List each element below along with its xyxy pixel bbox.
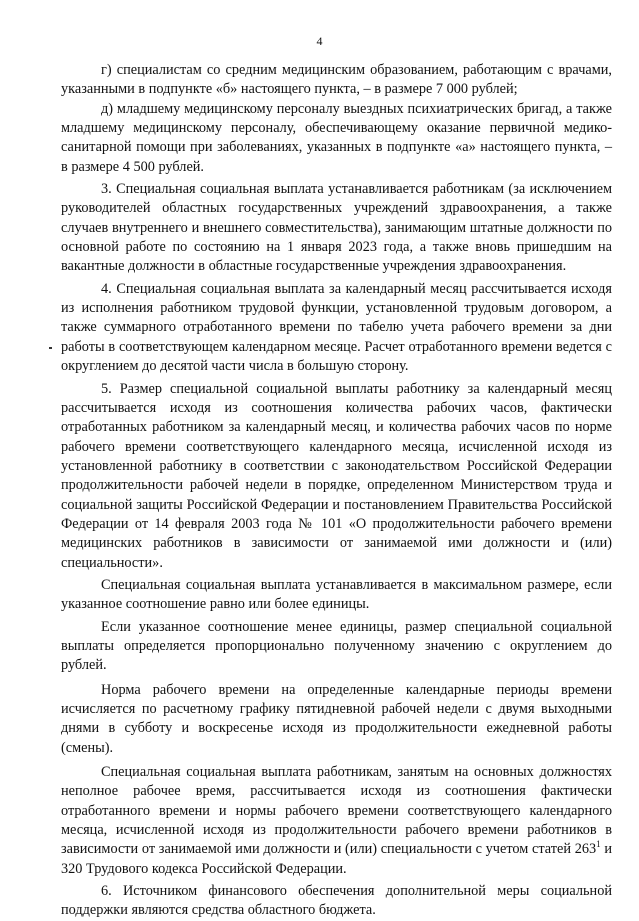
paragraph-clause-6: 6. Источником финансового обеспечения дополнительной меры социальной поддержки являются средства областного бюджета. — [61, 883, 612, 919]
paragraph-clause-3: 3. Специальная социальная выплата устанавливается работникам (за исключением руководителей областных государственных учреждений здравоохранения, а также случаев внутреннего и внешнего совместительства), занимающим штатные должности по основной работе по состоянию на 1 января 2023 года, а также вновь пришедшим на вакантные должности в областные государственные учреждения здравоохранения. — [61, 181, 612, 275]
paragraph-part-time — [61, 763, 612, 879]
paragraph-work-norm: Норма рабочего времени на определенные календарные периоды времени исчисляется по расчетному графику пятидневной рабочей недели с двумя выходными днями в субботу и воскресенье исходя из продолжительности ежедневной работы (смены). — [61, 681, 612, 756]
paragraph-clause-5: 5. Размер специальной социальной выплаты работнику за календарный месяц рассчитывается исходя из соотношения количества рабочих часов, фактически отработанных работником за календарный месяц, и количества рабочих часов по норме рабочего времени соответствующего календарного месяца, исчисленной исходя из установленной работнику в соответствии с законодательством Российской Федерации продолжительности рабочей недели в порядке, определенном Министерством труда и социальной защиты Российской Федерации и постановлением Правительства Российской Федерации от 14 февраля 2003 года № 101 «О продолжительности рабочего времени медицинских работников в зависимости от занимаемой ими должности и (или) специальности». — [61, 380, 612, 571]
page-number: 4 — [316, 34, 323, 48]
part-time-text: Специальная социальная выплата работникам, занятым на основных должностях неполное рабочее время, рассчитывается исходя из соотношения фактически отработанного времени и нормы рабочего времени соответствующего календарного месяца, исчисленной исходя из продолжительности рабочего времени работников в зависимости от занимаемой ими должности и (или) специальности с учетом статей 263 — [61, 764, 612, 858]
article-superscript: 1 — [596, 839, 601, 850]
paragraph-4g: г) специалистам со средним медицинским образованием, работающим с врачами, указанными в подпункте «б» настоящего пункта, – в размере 7 000 рублей; — [61, 62, 612, 98]
paragraph-proportional: Если указанное соотношение менее единицы, размер специальной социальной выплаты определяется пропорционально полученному значению с округлением до рублей. — [61, 618, 612, 674]
paragraph-4d: д) младшему медицинскому персоналу выездных психиатрических бригад, а также младшему медицинскому персоналу, обеспечивающему оказание первичной медико-санитарной помощи при заболеваниях, указанных в подпункте «а» настоящего пункта, – в размере 4 500 рублей. — [61, 100, 612, 175]
document-body — [61, 61, 612, 921]
margin-mark — [49, 347, 52, 349]
paragraph-max-size: Специальная социальная выплата устанавливается в максимальном размере, если указанное соотношение равно или более единицы. — [61, 576, 612, 613]
paragraph-clause-4: 4. Специальная социальная выплата за календарный месяц рассчитывается исходя из исполнения работником трудовой функции, установленной трудовым договором, а также суммарного отработанного времени по табелю учета рабочего времени за дни работы в соответствующем календарном месяце. Расчет отработанного времени ведется с округлением до десятой части числа в большую сторону. — [61, 280, 612, 375]
article-tail: и 320 Трудового кодекса Российской Федерации. — [61, 841, 612, 877]
